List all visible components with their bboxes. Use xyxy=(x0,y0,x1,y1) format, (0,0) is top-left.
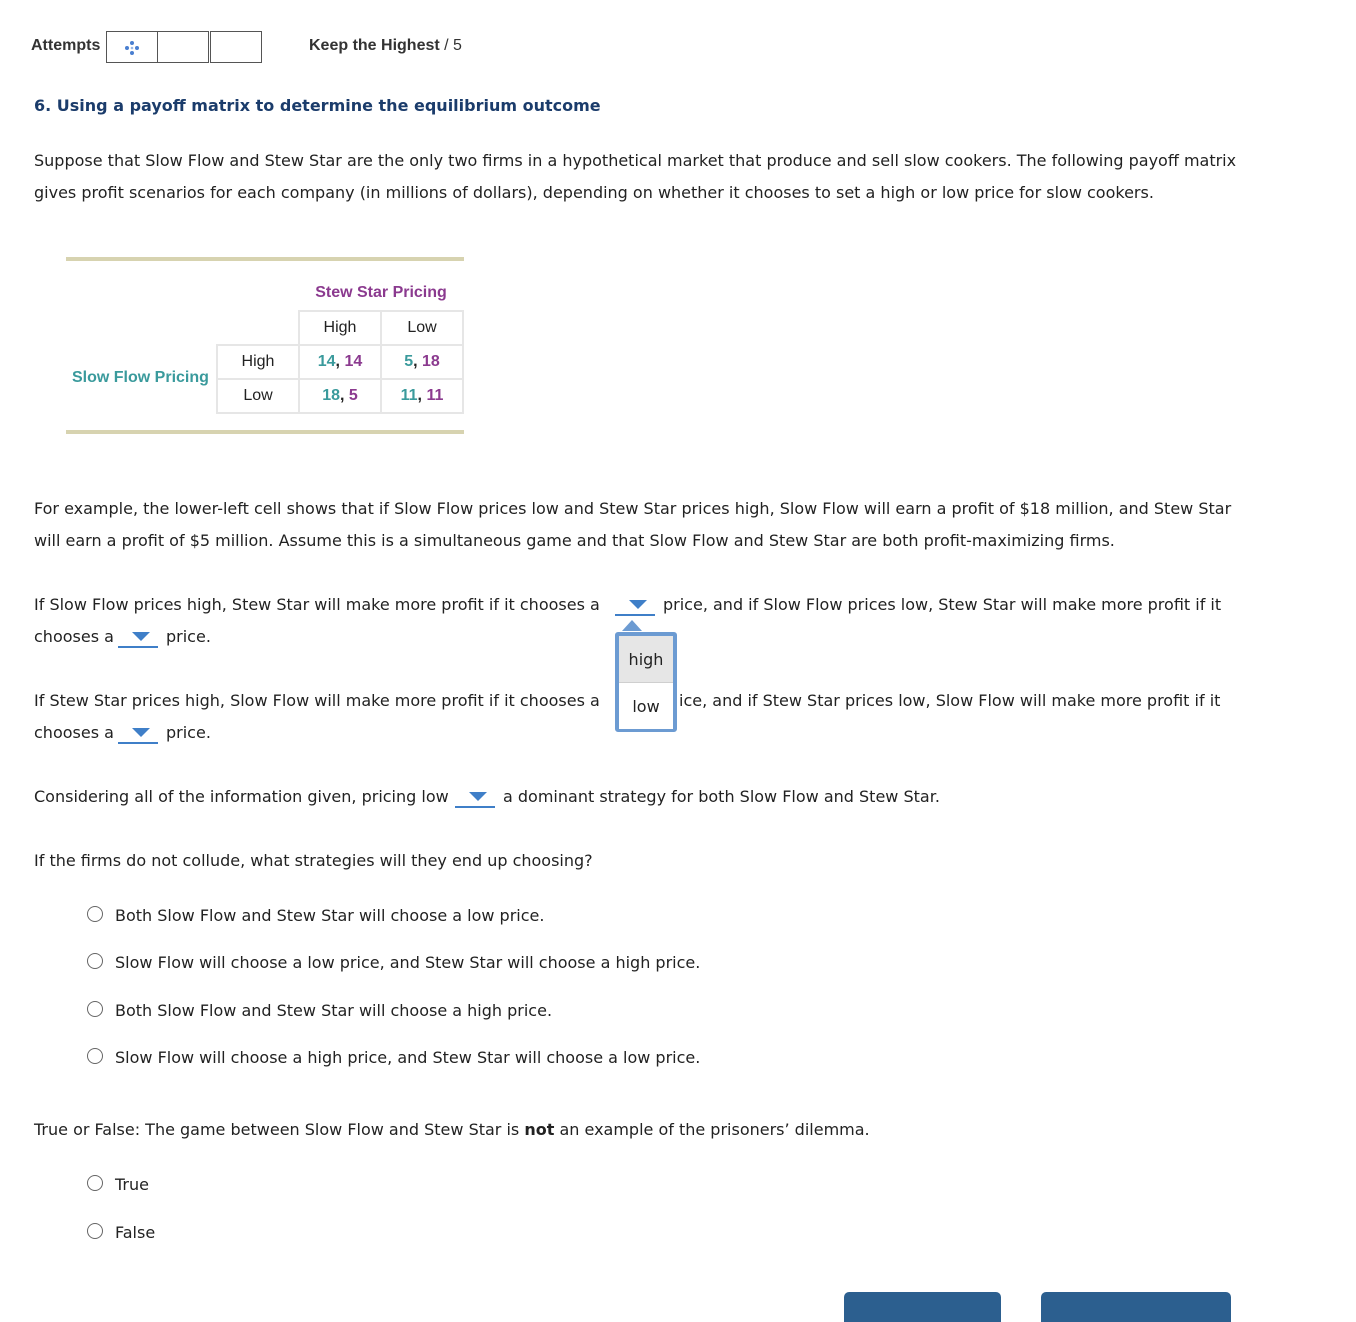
attempt-dots-icon xyxy=(124,40,140,56)
row-header-low: Low xyxy=(216,378,300,414)
col-header-high: High xyxy=(298,310,382,346)
q5-option-true[interactable]: True xyxy=(115,1175,149,1194)
q4-prompt: If the firms do not collude, what strategies will they end up choosing? xyxy=(34,851,593,870)
attempt-box-2 xyxy=(157,31,209,63)
payoff-cell-low-low xyxy=(380,378,464,414)
payoff-separator: , xyxy=(413,353,422,370)
q5-prompt-after: an example of the prisoners’ dilemma. xyxy=(559,1120,870,1139)
q4-option-1[interactable]: Both Slow Flow and Stew Star will choose a low price. xyxy=(115,906,545,925)
q2-text-2: ice, and if Stew Star prices low, Slow Flow will make more profit if it xyxy=(679,691,1221,710)
q4-radio-2[interactable] xyxy=(87,953,103,969)
q2-text-3: chooses a xyxy=(34,723,114,742)
payoff-stew-star: 5 xyxy=(348,387,358,404)
q5-option-false[interactable]: False xyxy=(115,1223,156,1242)
q3-dropdown[interactable] xyxy=(455,788,495,808)
next-question-button[interactable] xyxy=(1041,1292,1231,1322)
dropdown-popup-arrow xyxy=(622,620,642,631)
payoff-slow-flow: 5 xyxy=(404,353,414,370)
chevron-down-icon xyxy=(132,632,150,641)
payoff-stew-star: 14 xyxy=(344,353,363,370)
q1-text-2: price, and if Slow Flow prices low, Stew Star will make more profit if it xyxy=(663,595,1222,614)
payoff-cell-high-low xyxy=(380,344,464,380)
keep-highest xyxy=(309,37,462,55)
example-line-2: will earn a profit of $5 million. Assume this is a simultaneous game and that Slow Flow and Stew Star are both profit-maximizing firms. xyxy=(34,531,1115,550)
q5-radio-false[interactable] xyxy=(87,1223,103,1239)
payoff-stew-star: 11 xyxy=(426,387,444,404)
q5-prompt xyxy=(34,1114,870,1146)
dropdown-option-low[interactable]: low xyxy=(619,683,673,729)
q4-option-2[interactable]: Slow Flow will choose a low price, and Stew Star will choose a high price. xyxy=(115,953,701,972)
matrix-bottom-rule xyxy=(66,430,464,434)
intro-line-2: gives profit scenarios for each company (in millions of dollars), depending on whether it chooses to set a high or low price for slow cookers. xyxy=(34,183,1154,202)
q4-radio-1[interactable] xyxy=(87,906,103,922)
q4-radio-3[interactable] xyxy=(87,1001,103,1017)
payoff-separator: , xyxy=(340,387,349,404)
attempt-box-3 xyxy=(210,31,262,63)
matrix-col-title: Stew Star Pricing xyxy=(315,284,447,301)
payoff-cell-high-high xyxy=(298,344,382,380)
grade-it-button[interactable] xyxy=(844,1292,1001,1322)
payoff-slow-flow: 14 xyxy=(317,353,336,370)
row-header-high: High xyxy=(216,344,300,380)
q4-radio-4[interactable] xyxy=(87,1048,103,1064)
q1-text-1: If Slow Flow prices high, Stew Star will make more profit if it chooses a xyxy=(34,595,600,614)
q4-option-4[interactable]: Slow Flow will choose a high price, and Stew Star will choose a low price. xyxy=(115,1048,701,1067)
q2-dropdown-2[interactable] xyxy=(118,724,158,744)
keep-highest-score: / 5 xyxy=(444,37,462,54)
chevron-down-icon xyxy=(132,728,150,737)
q5-prompt-bold: not xyxy=(524,1120,555,1139)
q3-text-1: Considering all of the information given, pricing low xyxy=(34,787,449,806)
q1-text-3: chooses a xyxy=(34,627,114,646)
q2-text-1: If Stew Star prices high, Slow Flow will make more profit if it chooses a xyxy=(34,691,600,710)
matrix-row-title: Slow Flow Pricing xyxy=(72,369,209,386)
payoff-separator: , xyxy=(417,387,427,404)
col-header-low: Low xyxy=(380,310,464,346)
payoff-cell-low-high xyxy=(298,378,382,414)
payoff-slow-flow: 18 xyxy=(322,387,340,404)
matrix-top-rule xyxy=(66,257,464,261)
q3-text-2: a dominant strategy for both Slow Flow and Stew Star. xyxy=(503,787,940,806)
question-title: 6. Using a payoff matrix to determine the equilibrium outcome xyxy=(34,96,601,115)
keep-highest-label: Keep the Highest xyxy=(309,37,440,54)
q5-prompt-before: True or False: The game between Slow Flow and Stew Star is xyxy=(34,1120,520,1139)
attempts-label: Attempts xyxy=(31,37,101,54)
dropdown-popup xyxy=(615,632,677,732)
payoff-separator: , xyxy=(335,353,345,370)
dropdown-option-high[interactable]: high xyxy=(619,636,673,683)
q4-option-3[interactable]: Both Slow Flow and Stew Star will choose a high price. xyxy=(115,1001,553,1020)
payoff-stew-star: 18 xyxy=(422,353,440,370)
attempt-box-1 xyxy=(106,31,158,63)
q5-radio-true[interactable] xyxy=(87,1175,103,1191)
example-line-1: For example, the lower-left cell shows that if Slow Flow prices low and Stew Star prices high, Slow Flow will earn a profit of $18 million, and Stew Star xyxy=(34,499,1232,518)
intro-line-1: Suppose that Slow Flow and Stew Star are the only two firms in a hypothetical market that produce and sell slow cookers. The following payoff matrix xyxy=(34,151,1237,170)
payoff-slow-flow: 11 xyxy=(400,387,418,404)
q1-dropdown-1[interactable] xyxy=(615,596,655,616)
chevron-down-icon xyxy=(629,600,647,609)
chevron-down-icon xyxy=(469,792,487,801)
q2-text-4: price. xyxy=(166,723,211,742)
q1-text-4: price. xyxy=(166,627,211,646)
q1-dropdown-2[interactable] xyxy=(118,628,158,648)
